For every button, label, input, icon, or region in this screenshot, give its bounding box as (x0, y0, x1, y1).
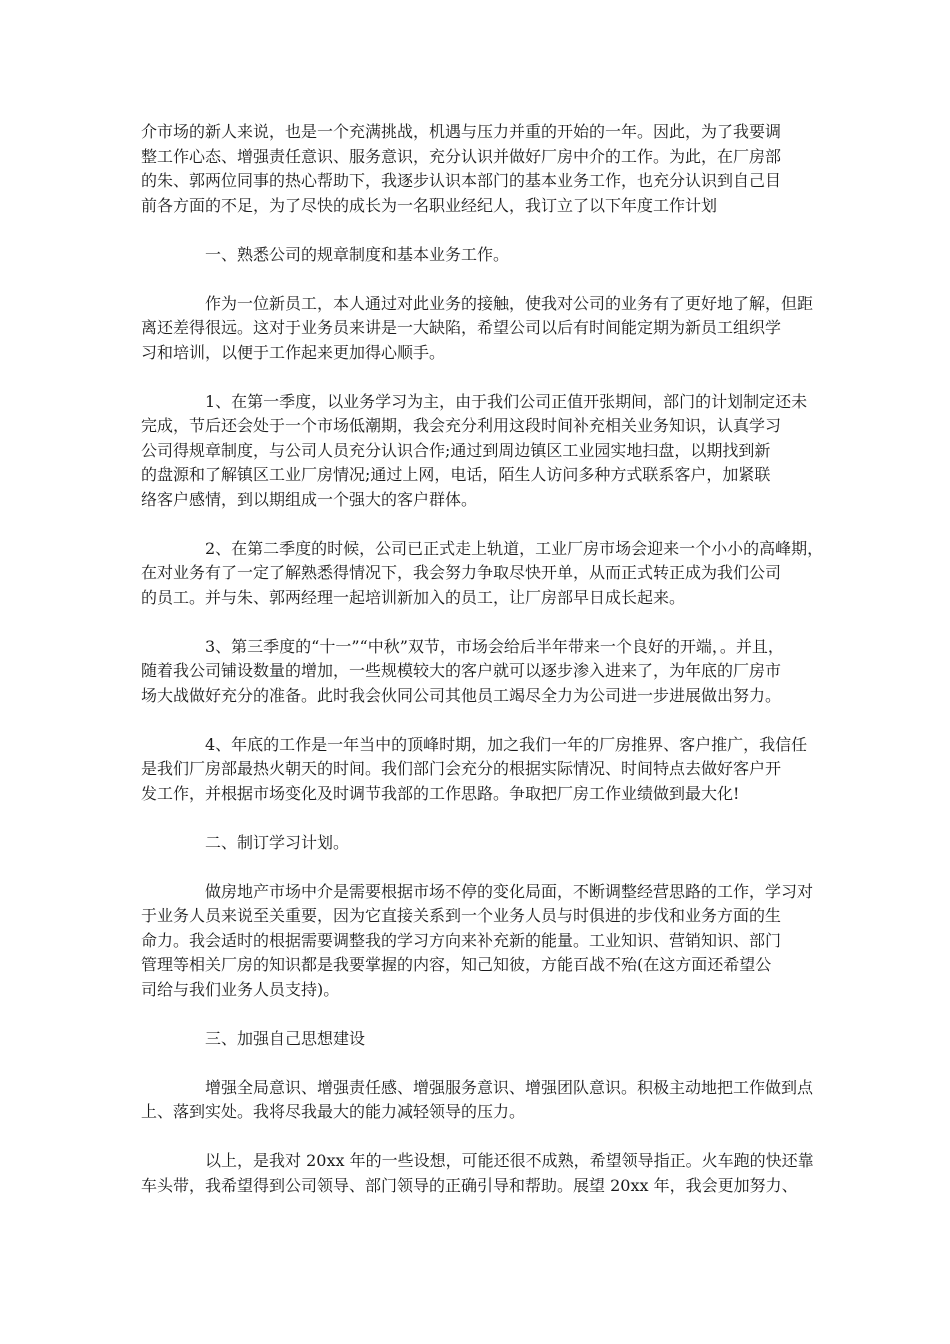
body-paragraph (141, 880, 824, 1003)
paragraph-gap (141, 855, 824, 880)
text-line: 二、制订学习计划。 (205, 832, 350, 852)
text-line: 于业务人员来说至关重要，因为它直接关系到一个业务人员与时俱进的步伐和业务方面的生 (141, 906, 782, 925)
text-line: 前各方面的不足，为了尽快的成长为一名职业经纪人，我订立了以下年度工作计划 (141, 195, 718, 215)
text-line: 络客户感情，到以期组成一个强大的客户群体。 (141, 489, 478, 509)
text-line: 完成，节后还会处于一个市场低潮期，我会充分利用这段时间补充相关业务知识，认真学习 (141, 416, 782, 435)
text-line: 的盘源和了解镇区工业厂房情况;通过上网，电话，陌生人访问多种方式联系客户，加紧联 (141, 465, 771, 484)
body-paragraph (141, 1149, 824, 1198)
text-line: 介市场的新人来说，也是一个充满挑战，机遇与压力并重的开始的一年。因此，为了我要调 (141, 122, 782, 141)
text-line: 作为一位新员工，本人通过对此业务的接触，使我对公司的业务有了更好地了解，但距 (205, 293, 814, 313)
document-page (141, 120, 824, 1198)
text-line: 上、落到实处。我将尽我最大的能力减轻领导的压力。 (141, 1102, 526, 1121)
body-paragraph (141, 635, 824, 709)
text-line: 场大战做好充分的准备。此时我会伙同公司其他员工竭尽全力为公司进一步进展做出努力。 (141, 685, 782, 705)
body-paragraph (141, 120, 824, 218)
paragraph-gap (141, 365, 824, 390)
text-line: 车头带，我希望得到公司领导、部门领导的正确引导和帮助。展望 20xx 年，我会更加努力、 (141, 1175, 798, 1195)
body-paragraph (141, 733, 824, 807)
paragraph-gap (141, 610, 824, 635)
section-heading (141, 1027, 824, 1052)
text-line: 管理等相关厂房的知识都是我要掌握的内容，知己知彼，方能百战不殆(在这方面还希望公 (141, 955, 772, 974)
text-line: 命力。我会适时的根据需要调整我的学习方向来补充新的能量。工业知识、营销知识、部门 (141, 930, 782, 950)
text-line: 公司得规章制度，与公司人员充分认识合作;通过到周边镇区工业园实地扫盘，以期找到新 (141, 440, 771, 460)
paragraph-gap (141, 267, 824, 292)
body-paragraph (141, 292, 824, 366)
body-paragraph (141, 1076, 824, 1125)
text-line: 3、第三季度的“十一”“中秋”双节，市场会给后半年带来一个良好的开端，。并且， (205, 636, 784, 656)
paragraph-gap (141, 806, 824, 831)
body-paragraph (141, 537, 824, 611)
text-line: 增强全局意识、增强责任感、增强服务意识、增强团队意识。积极主动地把工作做到点 (205, 1077, 814, 1097)
paragraph-gap (141, 1002, 824, 1027)
text-line: 的朱、郭两位同事的热心帮助下，我逐步认识本部门的基本业务工作，也充分认识到自己目 (141, 171, 782, 190)
text-line: 1、在第一季度，以业务学习为主，由于我们公司正值开张期间，部门的计划制定还未 (205, 391, 808, 411)
text-line: 2、在第二季度的时候，公司已正式走上轨道，工业厂房市场会迎来一个小小的高峰期， (205, 538, 824, 558)
paragraph-gap (141, 1051, 824, 1076)
text-line: 一、熟悉公司的规章制度和基本业务工作。 (205, 244, 510, 264)
body-paragraph (141, 390, 824, 513)
text-line: 在对业务有了一定了解熟悉得情况下，我会努力争取尽快开单，从而正式转正成为我们公司 (141, 563, 782, 582)
text-line: 整工作心态、增强责任意识、服务意识，充分认识并做好厂房中介的工作。为此，在厂房部 (141, 146, 782, 166)
text-line: 4、年底的工作是一年当中的顶峰时期，加之我们一年的厂房推界、客户推广，我信任 (205, 734, 808, 754)
paragraph-gap (141, 512, 824, 537)
text-line: 三、加强自己思想建设 (205, 1028, 366, 1048)
paragraph-gap (141, 218, 824, 243)
paragraph-gap (141, 1125, 824, 1150)
text-line: 的员工。并与朱、郭两经理一起培训新加入的员工，让厂房部早日成长起来。 (141, 587, 686, 607)
text-line: 司给与我们业务人员支持)。 (141, 979, 340, 999)
text-line: 离还差得很远。这对于业务员来讲是一大缺陷，希望公司以后有时间能定期为新员工组织学 (141, 318, 782, 337)
section-heading (141, 831, 824, 856)
paragraph-gap (141, 708, 824, 733)
text-line: 做房地产市场中介是需要根据市场不停的变化局面，不断调整经营思路的工作，学习对 (205, 881, 814, 901)
text-line: 以上，是我对 20xx 年的一些设想，可能还很不成熟，希望领导指正。火车跑的快还靠 (205, 1151, 814, 1170)
text-line: 是我们厂房部最热火朝天的时间。我们部门会充分的根据实际情况、时间特点去做好客户开 (141, 759, 782, 778)
text-line: 习和培训，以便于工作起来更加得心顺手。 (141, 342, 446, 362)
section-heading (141, 243, 824, 268)
text-line: 随着我公司铺设数量的增加，一些规模较大的客户就可以逐步渗入进来了，为年底的厂房市 (141, 661, 782, 680)
text-line: 发工作，并根据市场变化及时调节我部的工作思路。争取把厂房工作业绩做到最大化! (141, 783, 740, 803)
